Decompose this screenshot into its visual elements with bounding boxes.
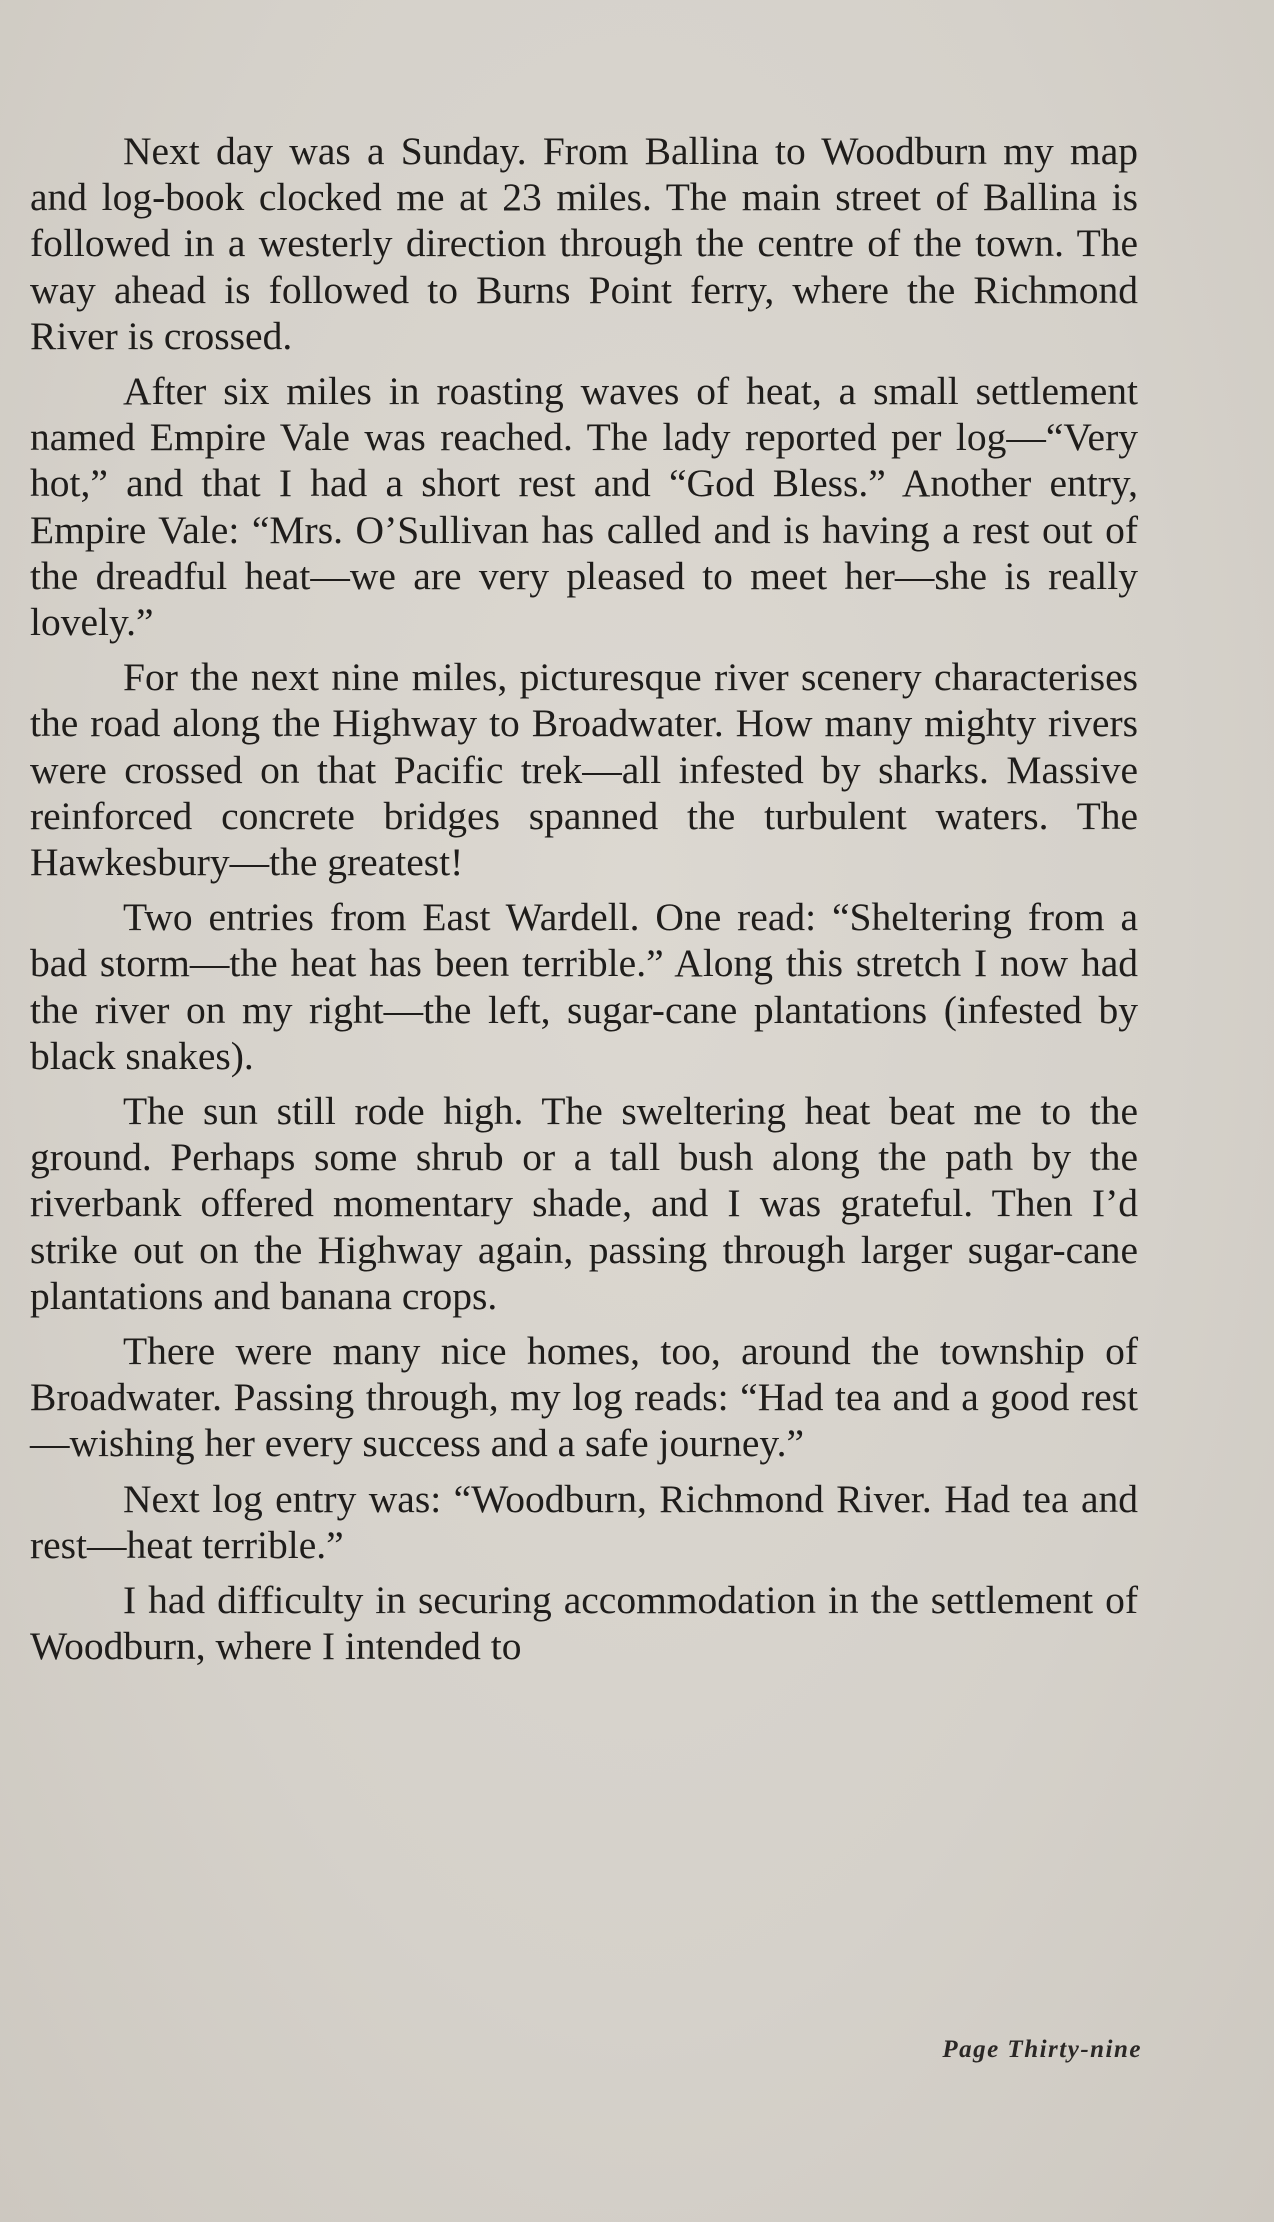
body-text <box>30 128 1138 1679</box>
paragraph-4: Two entries from East Wardell. One read: “Sheltering from a bad storm—the heat has been terrible.” Along this stretch I now had the river on my right—the left, sugar-cane plantations (infested by black snakes). <box>30 895 1138 1078</box>
paragraph-8: I had difficulty in securing accommodation in the settlement of Woodburn, where I intended to <box>30 1578 1138 1669</box>
paragraph-1: Next day was a Sunday. From Ballina to Woodburn my map and log-book clocked me at 23 miles. The main street of Ballina is followed in a westerly direction through the centre of the town. The way ahead is followed to Burns Point ferry, where the Richmond River is crossed. <box>30 129 1138 358</box>
paragraph-3: For the next nine miles, picturesque river scenery characterises the road along the Highway to Broadwater. How many mighty rivers were crossed on that Pacific trek—all infested by sharks. Massive reinforced concrete bridges spanned the turbulent waters. The Hawkesbury—the greatest! <box>30 655 1138 885</box>
paragraph-2: After six miles in roasting waves of heat, a small settlement named Empire Vale was reached. The lady reported per log—“Very hot,” and that I had a short rest and “God Bless.” Another entry, Empire Vale: “Mrs. O’Sullivan has called and is having a rest out of the dreadful heat—we are very pleased to meet her—she is really lovely.” <box>30 369 1138 645</box>
page-number: Page Thirty-nine <box>942 2036 1142 2063</box>
paragraph-7: Next log entry was: “Woodburn, Richmond River. Had tea and rest—heat terrible.” <box>30 1476 1138 1567</box>
paragraph-6: There were many nice homes, too, around the township of Broadwater. Passing through, my log reads: “Had tea and a good rest—wishing her every success and a safe journey.” <box>30 1329 1138 1466</box>
paragraph-5: The sun still rode high. The sweltering heat beat me to the ground. Perhaps some shrub or a tall bush along the path by the riverbank offered momentary shade, and I was grateful. Then I’d strike out on the Highway again, passing through larger sugar-cane plantations and banana crops. <box>30 1089 1138 1318</box>
